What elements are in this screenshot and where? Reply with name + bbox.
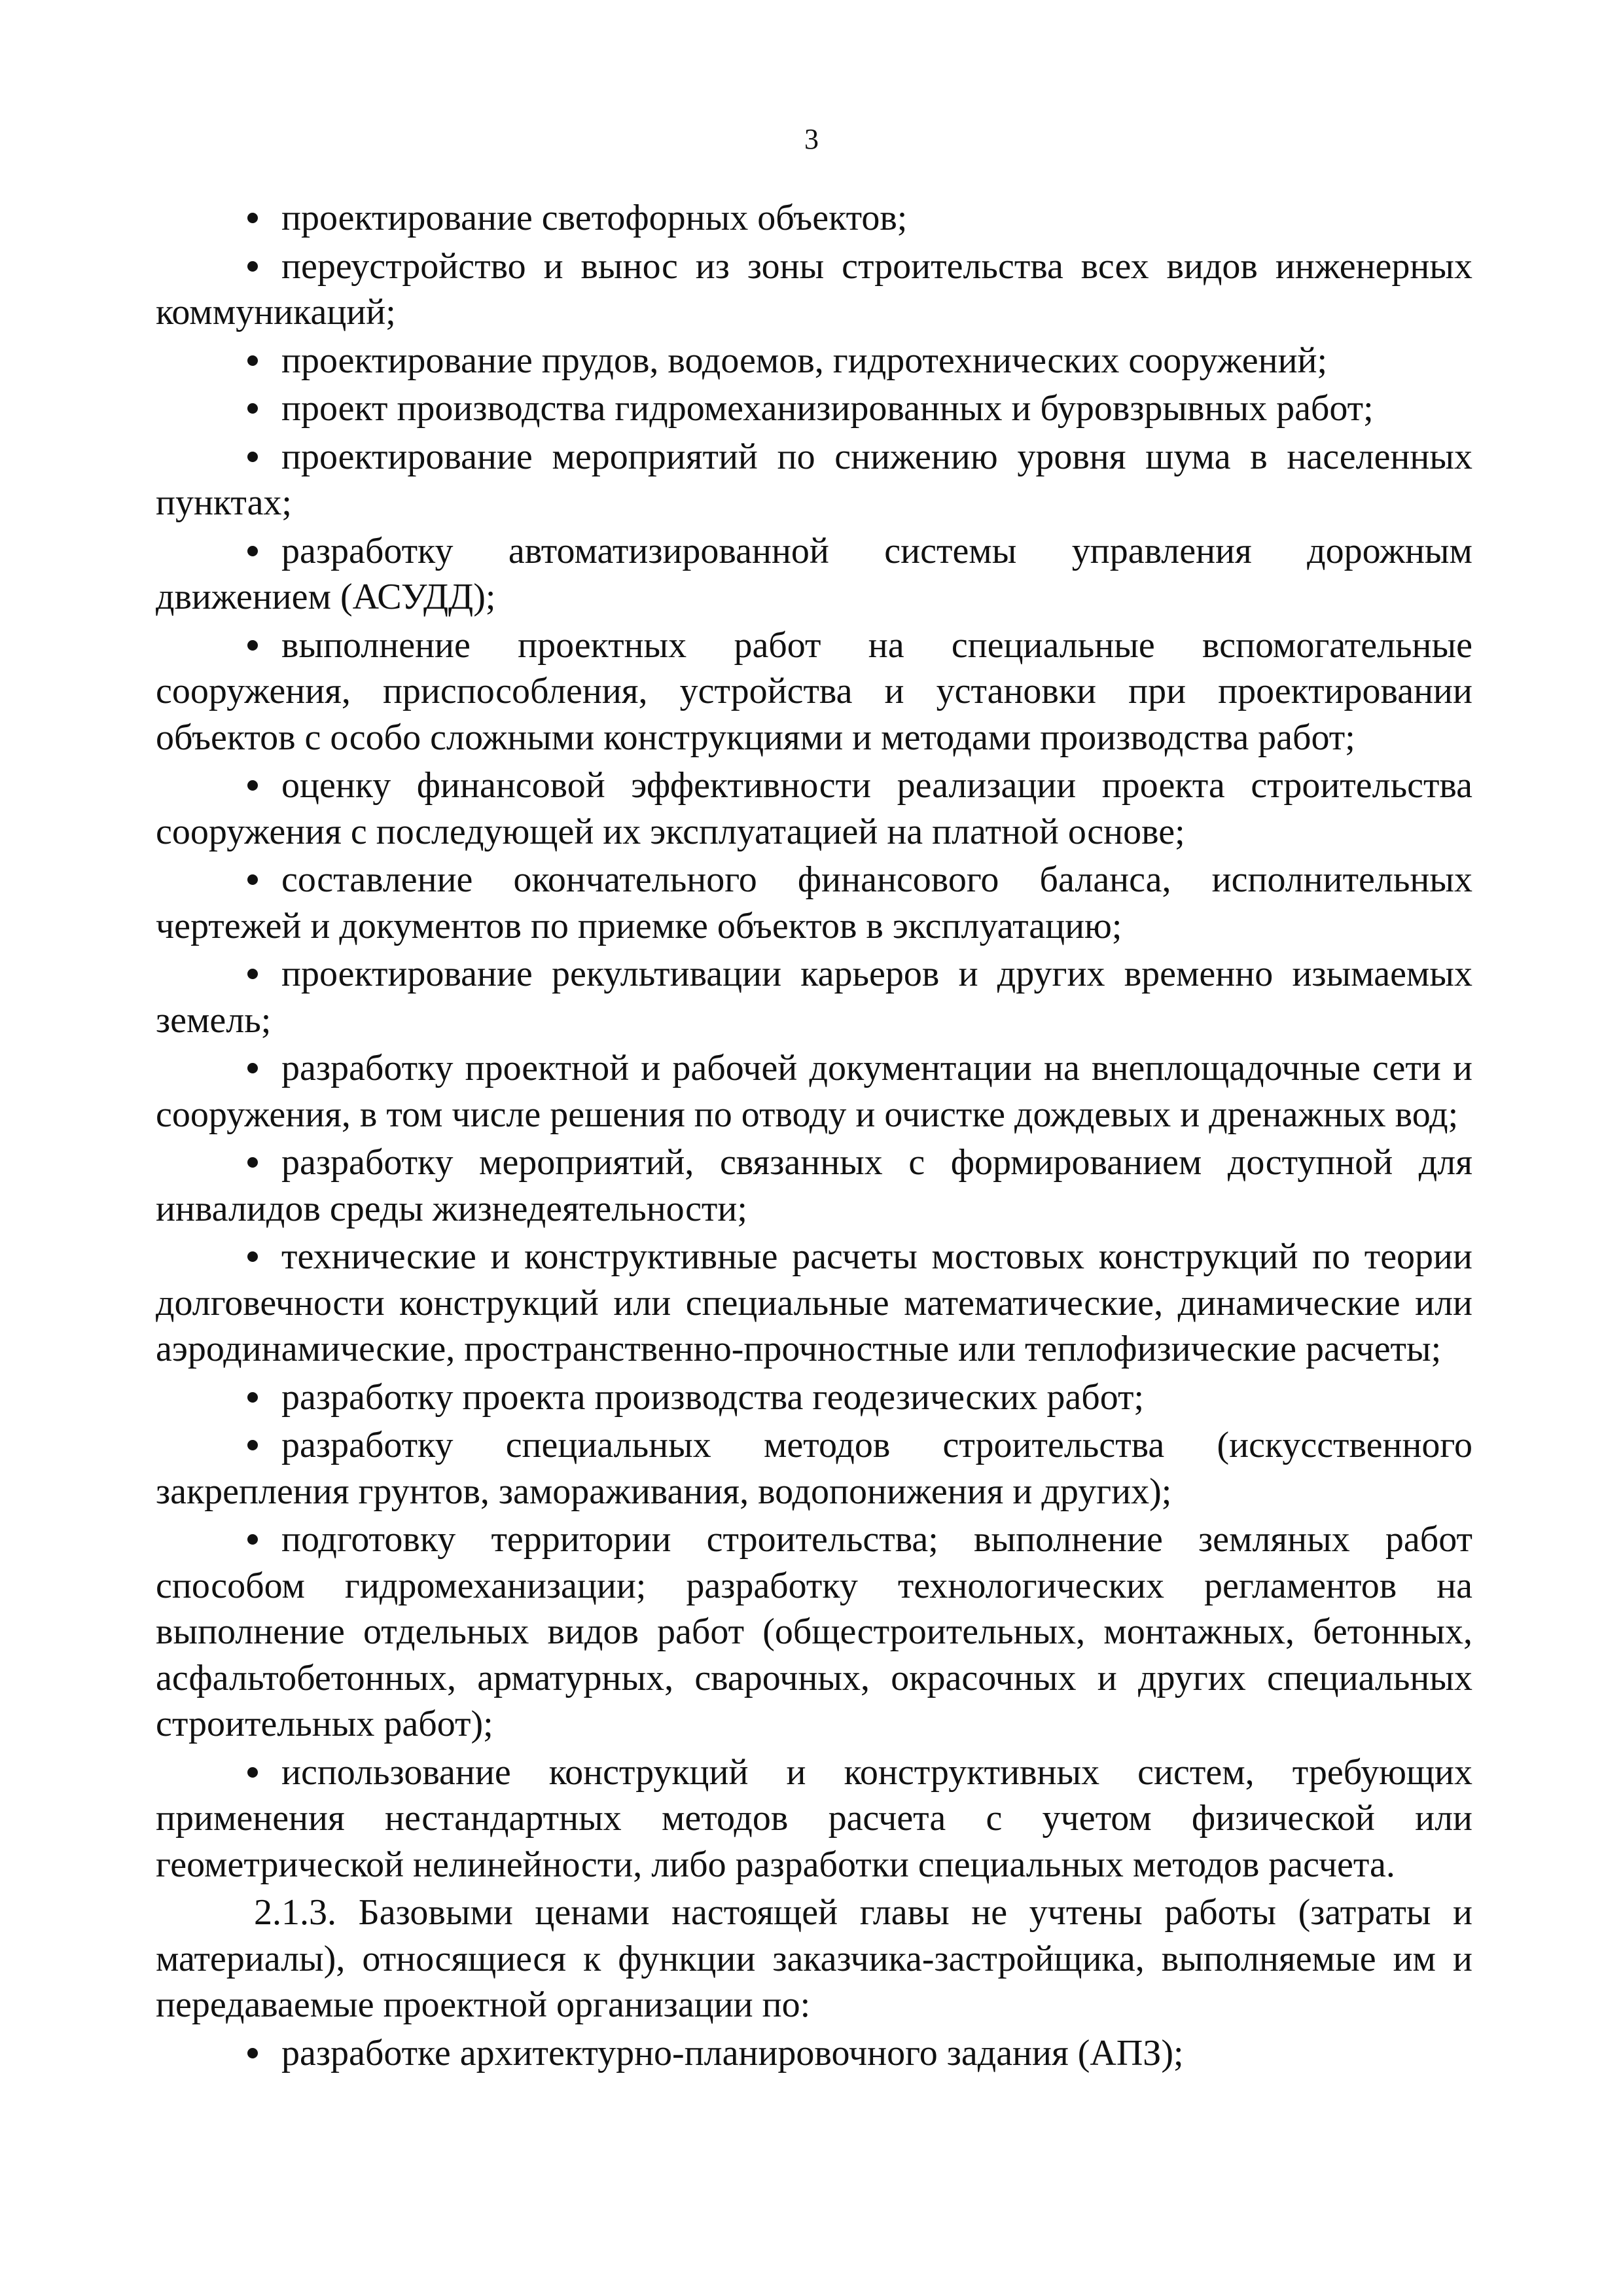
clause-paragraph: 2.1.3. Базовыми ценами настоящей главы не учтены работы (затраты и материалы), относящиеся к функции заказчика-застройщика, выполняемые им и передаваемые проектной организации по: [156,1892,1472,2025]
page-number: 3 [804,123,819,155]
list-item [156,1045,1472,1138]
list-item [156,195,1472,242]
bullet-icon [247,780,258,791]
list-item [156,386,1472,432]
bullet-icon [247,403,258,414]
list-item-text: проект производства гидромеханизированных и буровзрывных работ; [281,388,1374,429]
bullet-icon [247,452,258,462]
list-item [156,528,1472,620]
bullet-icon [247,1251,258,1262]
bullet-icon [247,355,258,366]
bullet-icon [247,1392,258,1403]
bullet-icon [247,1440,258,1450]
list-item-text: технические и конструктивные расчеты мостовых конструкций по теории долговечности конструкций или специальные математические, динамические или аэродинамические, пространственно-прочностные или теплофизические расчеты; [156,1236,1472,1369]
list-item [156,338,1472,384]
list-item-text: проектирование рекультивации карьеров и других временно изымаемых земель; [156,954,1472,1041]
bullet-list [156,195,1472,1888]
list-item-text: разработку проекта производства геодезических работ; [281,1376,1145,1418]
bullet-icon [247,874,258,885]
final-bullet-list [156,2030,1472,2077]
bullet-icon [247,261,258,272]
bullet-icon [247,969,258,979]
list-item [156,857,1472,949]
list-item-text: выполнение проектных работ на специальные вспомогательные сооружения, приспособления, устройства и установки при проектировании объектов с особо сложными конструкциями и методами производства работ; [156,624,1472,758]
list-item-text: разработку мероприятий, связанных с формированием доступной для инвалидов среды жизнедеятельности; [156,1142,1472,1229]
bullet-icon [247,1157,258,1168]
list-item [156,243,1472,336]
list-item [156,2030,1472,2077]
list-item-text: разработке архитектурно-планировочного задания (АПЗ); [281,2032,1184,2073]
list-item [156,1516,1472,1748]
bullet-icon [247,1063,258,1073]
list-item-text: проектирование светофорных объектов; [281,198,908,238]
list-item-text: оценку финансовой эффективности реализации проекта строительства сооружения с последующей их эксплуатацией на платной основе; [156,765,1472,852]
list-item-text: проектирование прудов, водоемов, гидротехнических сооружений; [281,340,1328,381]
list-item-text: использование конструкций и конструктивных систем, требующих применения нестандартных методов расчета с учетом физической или геометрической нелинейности, либо разработки специальных методов расчета. [156,1751,1472,1885]
bullet-icon [247,546,258,556]
bullet-icon [247,213,258,223]
list-item-text: подготовку территории строительства; выполнение земляных работ способом гидромеханизации; разработку технологических регламентов на выполнение отдельных видов работ (общестроительных, монтажных, бетонных, асфальтобетонных, арматурных, сварочных, окрасочных и других специальных строительных работ); [156,1519,1472,1744]
list-item [156,1749,1472,1888]
list-item [156,434,1472,526]
bullet-icon [247,2048,258,2058]
list-item [156,762,1472,855]
document-body [156,195,1472,2078]
list-item-text: разработку проектной и рабочей документации на внеплощадочные сети и сооружения, в том числе решения по отводу и очистке дождевых и дренажных вод; [156,1048,1472,1135]
list-item [156,1374,1472,1421]
list-item-text: составление окончательного финансового баланса, исполнительных чертежей и документов по приемке объектов в эксплуатацию; [156,859,1472,946]
list-item [156,1422,1472,1515]
list-item-text: переустройство и вынос из зоны строительства всех видов инженерных коммуникаций; [156,245,1472,332]
bullet-icon [247,640,258,651]
list-item [156,622,1472,761]
list-item-text: разработку специальных методов строительства (искусственного закрепления грунтов, замораживания, водопонижения и других); [156,1425,1472,1512]
bullet-icon [247,1767,258,1778]
bullet-icon [247,1534,258,1545]
list-item-text: разработку автоматизированной системы управления дорожным движением (АСУДД); [156,530,1472,617]
list-item-text: проектирование мероприятий по снижению уровня шума в населенных пунктах; [156,436,1472,523]
list-item [156,1234,1472,1372]
list-item [156,951,1472,1043]
list-item [156,1139,1472,1232]
